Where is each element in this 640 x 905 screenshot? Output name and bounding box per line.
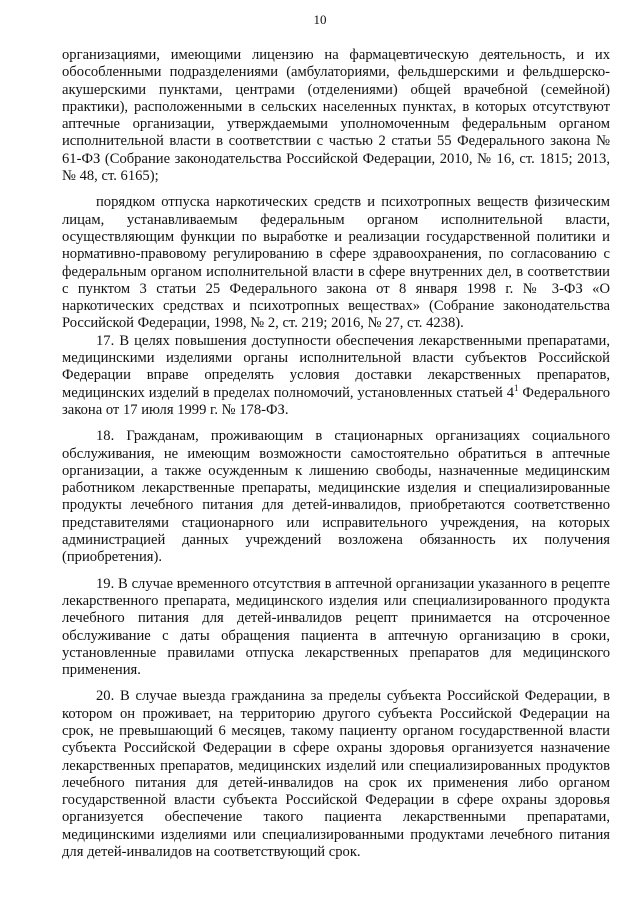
paragraph-continuation: организациями, имеющими лицензию на фармацевтическую деятельность, и их обособленными подразделениями (амбулаториями, фельдшерскими и фельдшерско-акушерскими пунктами, центрами (отделениями) общей врачебной (семейной) практики), расположенными в сельских населенных пунктах, в которых отсутствуют аптечные организации, утверждаемыми уполномоченным федеральным органом исполнительной власти в соответствии с частью 2 статьи 55 Федерального закона № 61-ФЗ (Собрание законодательства Российской Федерации, 2010, № 16, ст. 1815; 2013, № 48, ст. 6165); bbox=[62, 47, 610, 185]
paragraph-19: 19. В случае временного отсутствия в аптечной организации указанного в рецепте лекарственного препарата, медицинского изделия или специализированного продукта лечебного питания для детей-инвалидов рецепт принимается на отсроченное обслуживание с даты обращения пациента в аптечную организацию в сроки, установленные правилами отпуска лекарственных препаратов для медицинского применения. bbox=[62, 575, 610, 679]
paragraph-17-text-end: Федерального закона от 17 июля 1999 г. № 178-ФЗ. bbox=[62, 384, 610, 418]
paragraph-18: 18. Гражданам, проживающим в стационарных организациях социального обслуживания, не имеющим возможности самостоятельно обратиться в аптечные организации, а также осужденным к лишению свободы, назначенные медицинским работником лекарственные препараты, медицинские изделия и специализированные продукты лечебного питания для детей-инвалидов, приобретаются соответственно представителями стационарного или исправительного учреждения, на которых администрацией данных учреждений возложена обязанность их получения (приобретения). bbox=[62, 428, 610, 566]
paragraph-17-superscript: 1 bbox=[514, 382, 519, 393]
document-body bbox=[62, 47, 610, 861]
paragraph-20: 20. В случае выезда гражданина за пределы субъекта Российской Федерации, в котором он проживает, на территорию другого субъекта Российской Федерации на срок, не превышающий 6 месяцев, такому пациенту органом государственной власти субъекта Российской Федерации в сфере охраны здоровья организуется назначение лекарственных препаратов, медицинских изделий или специализированных продуктов лечебного питания для детей-инвалидов на срок их применения либо органом государственной власти субъекта Российской Федерации в сфере охраны здоровья организуется обеспечение такого пациента лекарственными препаратами, медицинскими изделиями или специализированными продуктами лечебного питания для детей-инвалидов на соответствующий срок. bbox=[62, 688, 610, 861]
paragraph-17 bbox=[62, 333, 610, 419]
paragraph-17-text: 17. В целях повышения доступности обеспечения лекарственными препаратами, медицинскими изделиями органы исполнительной власти субъектов Российской Федерации вправе определять условия доставки лекарственных препаратов, медицинских изделий в пределах полномочий, установленных статьей 4 bbox=[62, 332, 610, 401]
page-number: 10 bbox=[313, 12, 327, 27]
paragraph-narcotics-order: порядком отпуска наркотических средств и психотропных веществ физическим лицам, устанавливаемым федеральным органом исполнительной власти, осуществляющим функции по выработке и реализации государственной политики и нормативно-правовому регулированию в сфере здравоохранения, по согласованию с федеральным органом исполнительной власти в сфере внутренних дел, в соответствии с пунктом 3 статьи 25 Федерального закона от 8 января 1998 г. № 3-ФЗ «О наркотических средствах и психотропных веществах» (Собрание законодательства Российской Федерации, 1998, № 2, ст. 219; 2016, № 27, ст. 4238). bbox=[62, 194, 610, 332]
